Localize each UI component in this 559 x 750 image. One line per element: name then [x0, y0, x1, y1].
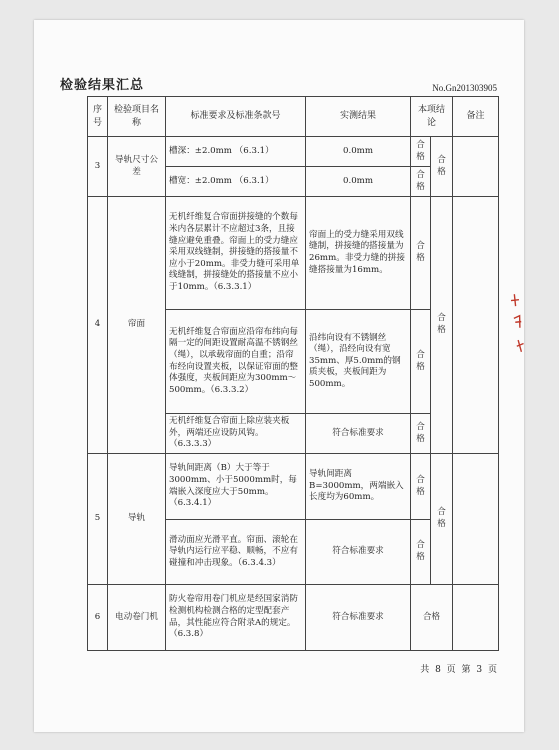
header-standard: 标准要求及标准条款号	[166, 97, 306, 137]
row-remark	[453, 137, 499, 197]
report-number: No.Gn201303905	[432, 83, 497, 93]
row-verdict: 合格	[411, 310, 431, 414]
table-row	[88, 197, 499, 310]
row-result: 导轨间距离B=3000mm，两端嵌入长度均为60mm。	[306, 454, 411, 520]
table-row	[88, 137, 499, 167]
row-item: 导轨尺寸公差	[108, 137, 166, 197]
row-verdict: 合格	[411, 414, 431, 454]
row-standard: 滑动面应光滑平直。帘面、滚轮在导轨内运行应平稳、顺畅，不应有碰撞和冲击现象。（6.3.4.3）	[166, 520, 306, 585]
row-standard: 无机纤维复合帘面上除应装夹板外，两端还应设防风钩。（6.3.3.3）	[166, 414, 306, 454]
table-row	[88, 585, 499, 651]
row-conclusion: 合格	[431, 454, 453, 585]
row-verdict: 合格	[411, 520, 431, 585]
header-item: 检验项目名称	[108, 97, 166, 137]
row-result: 帘面上的受力缝采用双线缝制，拼接缝的搭接量为26mm。非受力缝的拼接缝搭接量为16mm。	[306, 197, 411, 310]
row-standard: 无机纤维复合帘面拼接缝的个数每米内各层累计不应超过3条，且接缝应避免重叠。帘面上的受力缝应采用双线缝制，拼接缝的搭接量不应小于20mm。非受力缝可采用单线缝制，拼接缝处的搭接量不应小于10mm。（6.3.3.1）	[166, 197, 306, 310]
row-item: 导轨	[108, 454, 166, 585]
row-seq: 5	[88, 454, 108, 585]
row-result: 0.0mm	[306, 137, 411, 167]
row-result: 符合标准要求	[306, 585, 411, 651]
row-seq: 6	[88, 585, 108, 651]
row-standard: 无机纤维复合帘面应沿帘布纬向每隔一定的间距设置耐高温不锈钢丝（绳），以承载帘面的自重；沿帘布经向设置夹板，以保证帘面的整体强度，夹板间距应为300mm～500mm。（6.3.3.2）	[166, 310, 306, 414]
page-title: 检验结果汇总	[60, 78, 145, 93]
total-pages: 共 8 页	[420, 665, 456, 675]
row-verdict: 合格	[411, 137, 431, 167]
row-conclusion: 合格	[431, 137, 453, 197]
row-verdict: 合格	[411, 167, 431, 197]
row-verdict: 合格	[411, 197, 431, 310]
current-page: 第 3 页	[461, 665, 497, 675]
header-seq: 序号	[88, 97, 108, 137]
row-result: 符合标准要求	[306, 414, 411, 454]
row-standard: 防火卷帘用卷门机应是经国家消防检测机构检测合格的定型配套产品，其性能应符合附录A的规定。（6.3.8）	[166, 585, 306, 651]
row-item: 电动卷门机	[108, 585, 166, 651]
row-standard: 导轨间距离（B）大于等于3000mm、小于5000mm时，每端嵌入深度应大于50mm。（6.3.4.1）	[166, 454, 306, 520]
row-seq: 4	[88, 197, 108, 454]
row-result: 符合标准要求	[306, 520, 411, 585]
row-result: 0.0mm	[306, 167, 411, 197]
row-seq: 3	[88, 137, 108, 197]
table-row	[88, 454, 499, 520]
page-footer	[420, 662, 497, 675]
header-item-conclusion: 本项结论	[411, 97, 453, 137]
row-item: 帘面	[108, 197, 166, 454]
row-conclusion: 合格	[431, 197, 453, 454]
row-remark	[453, 585, 499, 651]
header-result: 实测结果	[306, 97, 411, 137]
header-row	[88, 97, 499, 137]
row-standard: 槽宽：±2.0mm （6.3.1）	[166, 167, 306, 197]
row-remark	[453, 197, 499, 454]
results-table	[87, 96, 499, 651]
row-remark	[453, 454, 499, 585]
row-result: 沿纬向设有不锈钢丝（绳），沿经向设有宽35mm、厚5.0mm的钢质夹板，夹板间距为500mm。	[306, 310, 411, 414]
header-remark: 备注	[453, 97, 499, 137]
row-standard: 槽深：±2.0mm （6.3.1）	[166, 137, 306, 167]
row-verdict: 合格	[411, 454, 431, 520]
row-conclusion: 合格	[411, 585, 453, 651]
